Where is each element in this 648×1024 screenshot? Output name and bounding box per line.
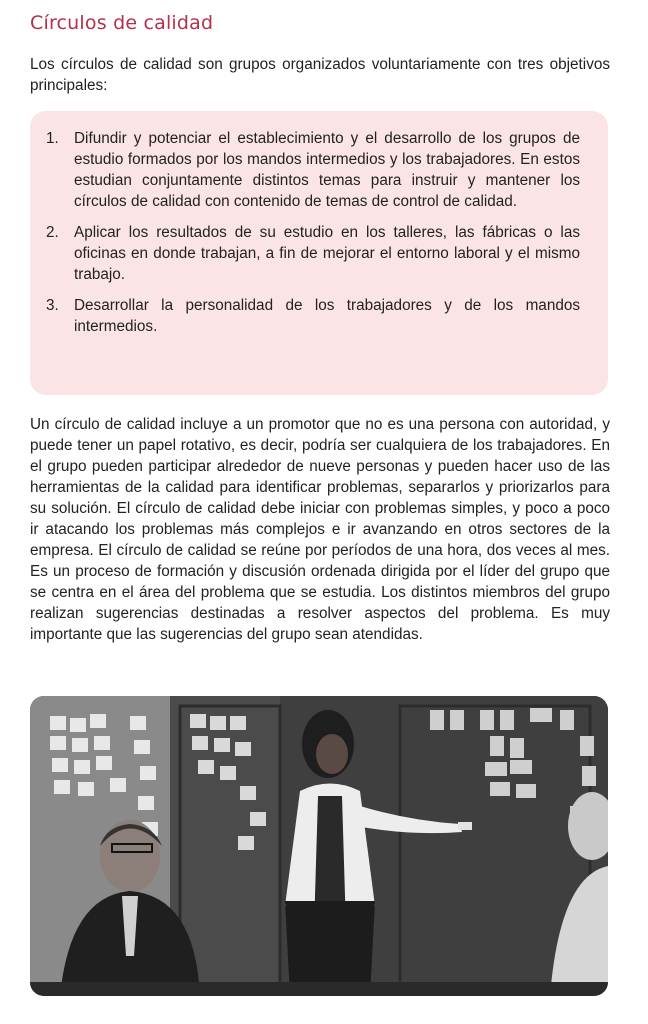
objective-number: 3.: [46, 297, 59, 314]
objective-text: Aplicar los resultados de su estudio en los talleres, las fábricas o las oficinas en donde trabajan, a fin de mejorar el entorno laboral y el mismo trabajo.: [74, 224, 580, 283]
meeting-photo: [30, 696, 608, 996]
objective-number: 2.: [46, 224, 59, 241]
objective-item: [46, 128, 580, 212]
objective-text: Difundir y potenciar el establecimiento y el desarrollo de los grupos de estudio formados por los mandos intermedios y los trabajadores. En estos estudian conjuntamente distintos temas para instruir y mantener los círculos de calidad con contenido de temas de control de calidad.: [74, 130, 580, 210]
section-title: Círculos de calidad: [30, 12, 214, 34]
body-paragraph: Un círculo de calidad incluye a un promotor que no es una persona con autoridad, y puede tener un papel rotativo, es decir, podría ser cualquiera de los trabajadores. En el grupo pueden participar alrededor de nueve personas y pueden hacer uso de las herramientas de la calidad para identificar problemas, separarlos y priorizarlos para su solución. El círculo de calidad debe iniciar con problemas simples, y poco a poco ir atacando los problemas más complejos e ir avanzando en otros sectores de la empresa. El círculo de calidad se reúne por períodos de una hora, dos veces al mes. Es un proceso de formación y discusión ordenada dirigida por el líder del grupo que se centra en el área del problema que se estudia. Los distintos miembros del grupo realizan sugerencias destinadas a resolver aspectos del problema. Es muy importante que las sugerencias del grupo sean atendidas.: [30, 416, 610, 643]
meeting-photo-illustration: [30, 696, 608, 996]
objectives-box: [30, 111, 608, 395]
intro-paragraph: Los círculos de calidad son grupos organizados voluntariamente con tres objetivos principales:: [30, 56, 610, 94]
objective-item: [46, 222, 580, 285]
objective-item: [46, 295, 580, 337]
objective-number: 1.: [46, 130, 59, 147]
objectives-list: [46, 128, 580, 337]
objective-text: Desarrollar la personalidad de los trabajadores y de los mandos intermedios.: [74, 297, 580, 335]
